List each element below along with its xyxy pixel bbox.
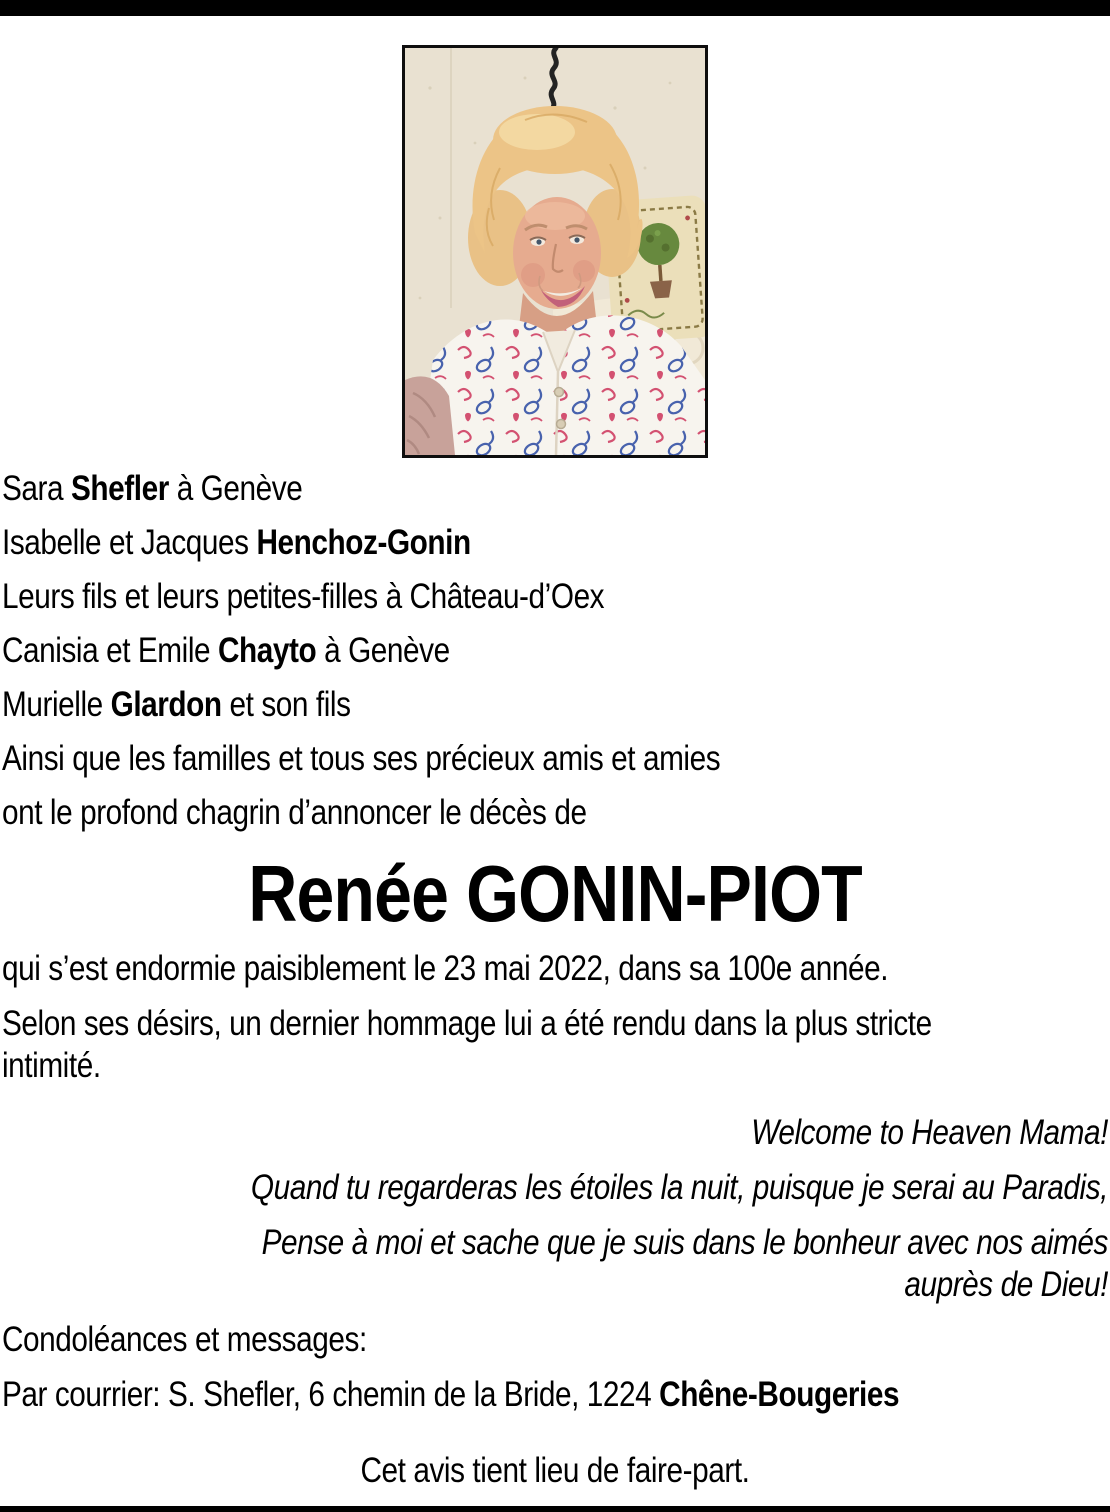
family-line-3: Leurs fils et leurs petites-filles à Château-d’Oex	[2, 577, 605, 616]
bottom-divider-bar	[0, 1506, 1110, 1512]
announcement-line-2: Selon ses désirs, un dernier hommage lui a été rendu dans la plus stricte	[2, 1004, 932, 1043]
portrait-photo-illustration	[405, 48, 705, 455]
condolences-heading: Condoléances et messages:	[2, 1320, 367, 1359]
family-line-4: Canisia et Emile Chayto à Genève	[2, 631, 450, 670]
family-line-7: ont le profond chagrin d’annoncer le décès de	[2, 793, 587, 832]
quote-line-4: auprès de Dieu!	[904, 1265, 1108, 1304]
top-divider-bar	[0, 0, 1110, 16]
quote-line-1: Welcome to Heaven Mama!	[751, 1113, 1108, 1152]
family-line-1: Sara Shefler à Genève	[2, 469, 303, 508]
condolences-mail-line: Par courrier: S. Shefler, 6 chemin de la Bride, 1224 Chêne-Bougeries	[2, 1375, 900, 1414]
announcement-section	[2, 948, 1108, 1087]
family-line-6: Ainsi que les familles et tous ses précieux amis et amies	[2, 739, 721, 778]
family-line-5: Murielle Glardon et son fils	[2, 685, 351, 724]
deceased-name-title: Renée GONIN-PIOT	[248, 849, 862, 938]
quote-line-2: Quand tu regarderas les étoiles la nuit, puisque je serai au Paradis,	[250, 1168, 1108, 1207]
portrait-photo	[402, 45, 708, 458]
announcement-line-1: qui s’est endormie paisiblement le 23 mai 2022, dans sa 100e année.	[2, 949, 889, 988]
notice-text-column	[0, 462, 1110, 1492]
quote-line-3: Pense à moi et sache que je suis dans le bonheur avec nos aimés	[261, 1223, 1108, 1262]
memorial-quote-section	[2, 1112, 1108, 1306]
family-line-2: Isabelle et Jacques Henchoz-Gonin	[2, 523, 471, 562]
closing-line: Cet avis tient lieu de faire-part.	[360, 1451, 750, 1490]
announcement-line-3: intimité.	[2, 1046, 101, 1085]
family-names-section	[2, 462, 1108, 840]
condolences-section	[2, 1319, 1108, 1416]
